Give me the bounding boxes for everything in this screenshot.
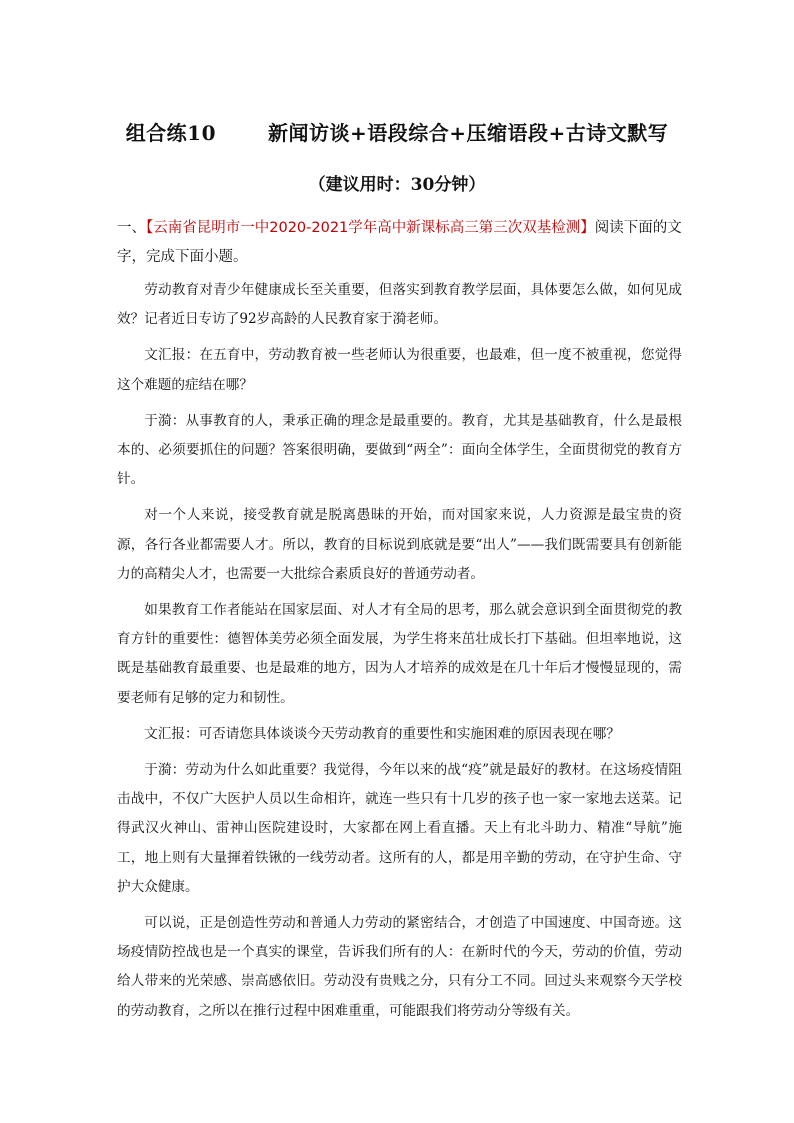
article-paragraph: 文汇报：可否请您具体谈谈今天劳动教育的重要性和实施困难的原因表现在哪？ xyxy=(144,725,620,742)
article-paragraph: 文汇报：在五育中，劳动教育被一些老师认为很重要，也最难，但一度不被重视，您觉得这个难题的症结在哪？ xyxy=(117,347,682,393)
question-heading xyxy=(117,214,682,272)
question-instruction: 阅读下面的文字，完成下面小题。 xyxy=(117,220,682,265)
article-paragraph: 劳动教育对青少年健康成长至关重要，但落实到教育教学层面，具体要怎么做，如何见成效？记者近日专访了92岁高龄的人民教育家于漪老师。 xyxy=(117,282,682,328)
article-paragraph: 可以说，正是创造性劳动和普通人力劳动的紧密结合，才创造了中国速度、中国奇迹。这场疫情防控战也是一个真实的课堂，告诉我们所有的人：在新时代的今天，劳动的价值，劳动给人带来的光荣感、崇高感依旧。劳动没有贵贱之分，只有分工不同。回过头来观察今天学校的劳动教育，之所以在推行过程中困难重重，可能跟我们将劳动分等级有关。 xyxy=(117,915,682,1019)
question-number: 一、 xyxy=(117,220,146,236)
article-paragraph: 于漪：从事教育的人，秉承正确的理念是最重要的。教育，尤其是基础教育，什么是最根本的、必须要抓住的问题？答案很明确，要做到“两全”：面向全体学生，全面贯彻党的教育方针。 xyxy=(117,412,682,488)
article-paragraph: 于漪：劳动为什么如此重要？我觉得，今年以来的战“疫”就是最好的教材。在这场疫情阻击战中，不仅广大医护人员以生命相许，就连一些只有十几岁的孩子也一家一家地去送菜。记得武汉火神山、雷神山医院建设时，大家都在网上看直播。天上有北斗助力、精准“导航”施工，地上则有大量揮着铁锹的一线劳动者。这所有的人，都是用辛勤的劳动，在守护生命、守护大众健康。 xyxy=(117,762,682,895)
article-body xyxy=(117,276,682,1033)
article-paragraph: 对一个人来说，接受教育就是脱离愚昧的开始，而对国家来说，人力资源是最宝贵的资源，各行各业都需要人才。所以，教育的目标说到底就是要“出人”——我们既需要具有创新能力的高精尖人才，也需要一大批综合素质良好的普通劳动者。 xyxy=(117,507,682,582)
page-title xyxy=(0,117,794,146)
title-exercise-number: 组合练10 xyxy=(125,121,217,145)
title-topics: 新闻访谈+语段综合+压缩语段+古诗文默写 xyxy=(268,121,669,145)
article-paragraph: 如果教育工作者能站在国家层面、对人才有全局的思考，那么就会意识到全面贯彻党的教育方针的重要性：德智体美劳必须全面发展，为学生将来茁壮成长打下基础。但坦率地说，这既是基础教育最重要、也是最难的地方，因为人才培养的成效是在几十年后才慢慢显现的，需要老师有足够的定力和韧性。 xyxy=(117,602,682,706)
page-subtitle: （建议用时：30分钟） xyxy=(308,175,486,195)
question-source: 【云南省昆明市一中2020-2021学年高中新课标高三第三次双基检测】 xyxy=(146,220,595,236)
